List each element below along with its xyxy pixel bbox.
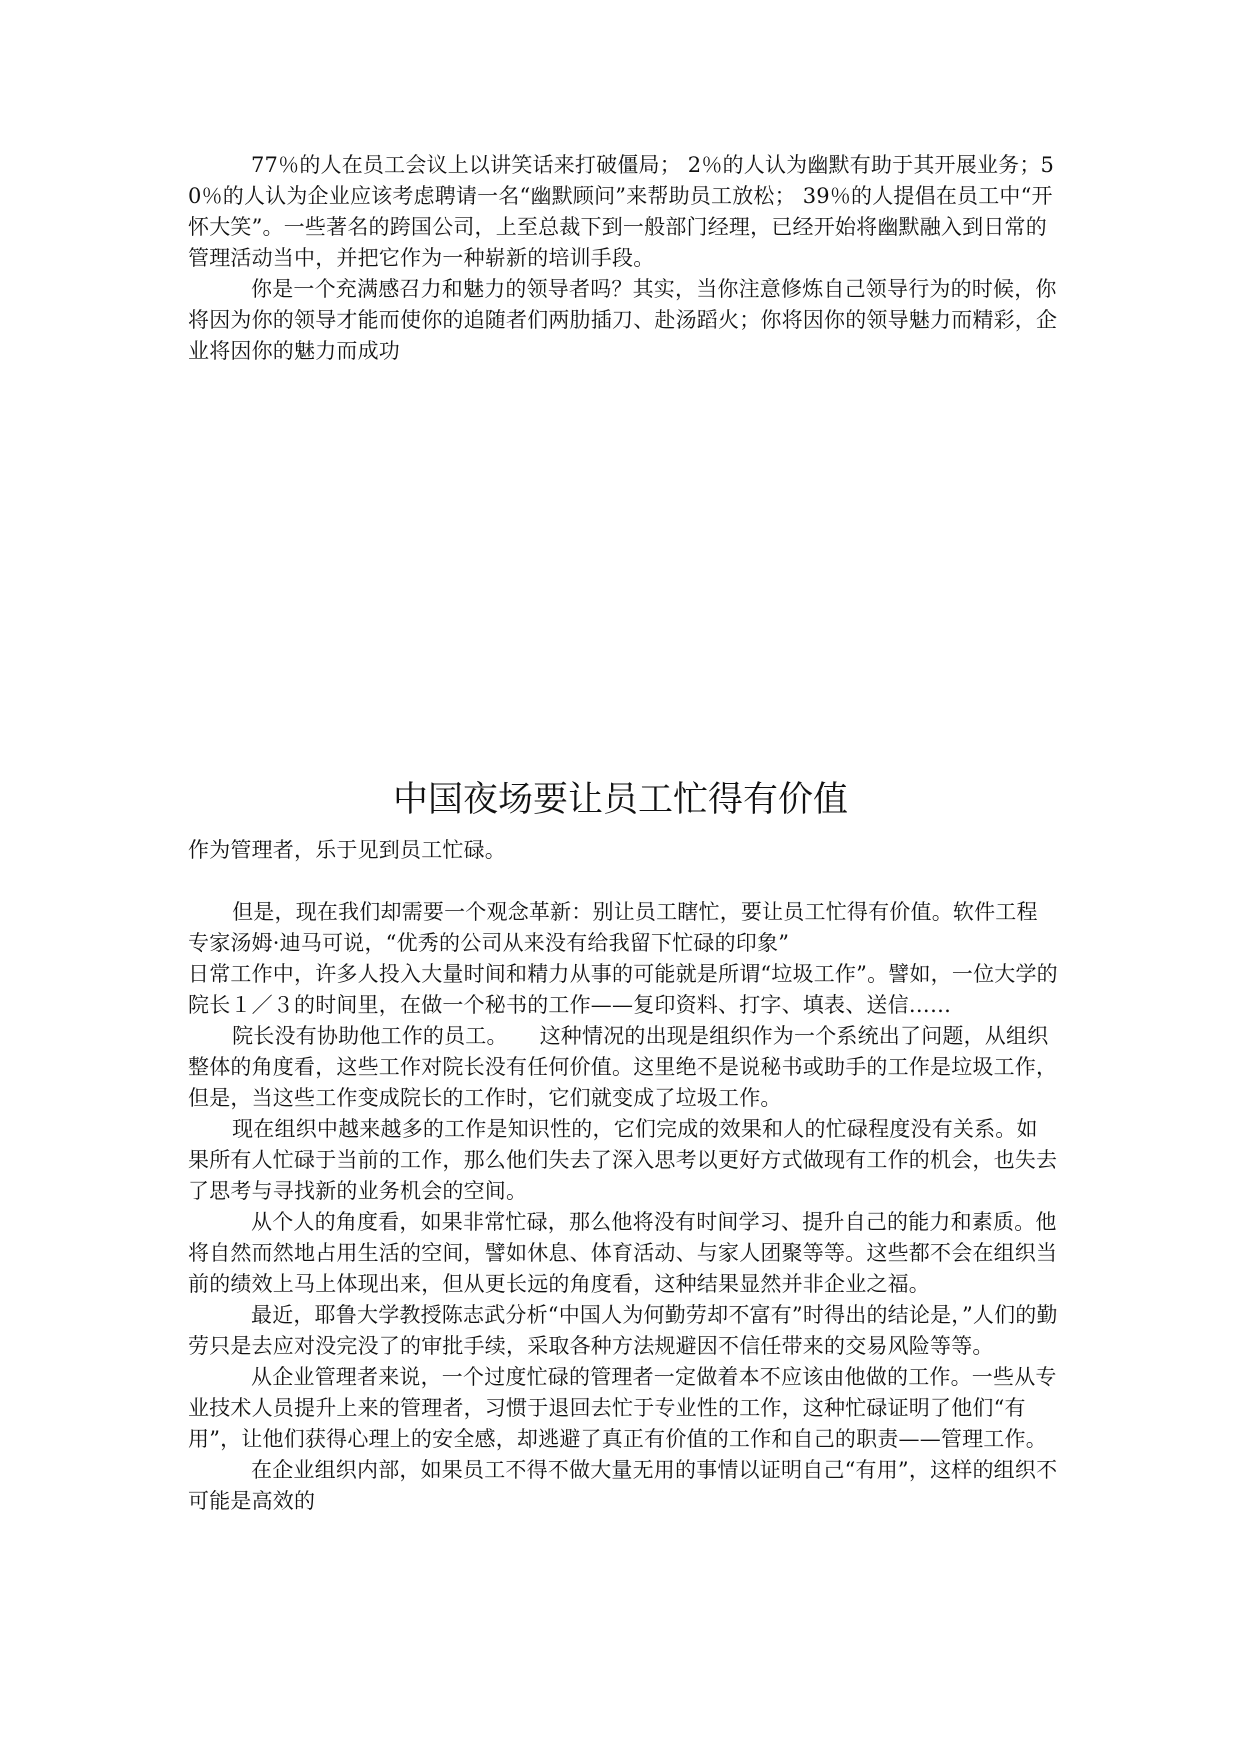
article-body	[188, 835, 1058, 1517]
article-lead: 作为管理者，乐于见到员工忙碌。	[188, 838, 506, 862]
paragraph-gap	[188, 866, 1058, 897]
article-title: 中国夜场要让员工忙得有价值	[392, 780, 848, 820]
article-paragraph-3: 院长没有协助他工作的员工。 这种情况的出现是组织作为一个系统出了问题，从组织整体的角度看，这些工作对院长没有任何价值。这里绝不是说秘书或助手的工作是垃圾工作，但是，当这些工作变成院长的工作时，它们就变成了垃圾工作。	[188, 1024, 1058, 1110]
intro-paragraph-statistics: 77％的人在员工会议上以讲笑话来打破僵局； 2％的人认为幽默有助于其开展业务；50％的人认为企业应该考虑聘请一名“幽默顾问”来帮助员工放松； 39％的人提倡在员工中“开怀大笑”。一些著名的跨国公司，上至总裁下到一般部门经理，已经开始将幽默融入到日常的管理活动当中，并把它作为一种崭新的培训手段。	[188, 153, 1055, 270]
intro-paragraph-leadership: 你是一个充满感召力和魅力的领导者吗？其实，当你注意修炼自己领导行为的时候，你将因为你的领导才能而使你的追随者们两肋插刀、赴汤蹈火；你将因你的领导魅力而精彩，企业将因你的魅力而成功	[188, 277, 1058, 363]
intro-section	[188, 150, 1058, 367]
article-paragraph-2: 日常工作中，许多人投入大量时间和精力从事的可能就是所谓“垃圾工作”。譬如，一位大学的院长１／３的时间里，在做一个秘书的工作——复印资料、打字、填表、送信……	[188, 962, 1058, 1017]
article-paragraph-4: 现在组织中越来越多的工作是知识性的，它们完成的效果和人的忙碌程度没有关系。如果所有人忙碌于当前的工作，那么他们失去了深入思考以更好方式做现有工作的机会，也失去了思考与寻找新的业务机会的空间。	[188, 1117, 1058, 1203]
article-paragraph-1: 但是，现在我们却需要一个观念革新：别让员工瞎忙，要让员工忙得有价值。软件工程专家汤姆·迪马可说，“优秀的公司从来没有给我留下忙碌的印象”	[188, 900, 1038, 955]
article-paragraph-7: 从企业管理者来说，一个过度忙碌的管理者一定做着本不应该由他做的工作。一些从专业技术人员提升上来的管理者，习惯于退回去忙于专业性的工作，这种忙碌证明了他们“有用”，让他们获得心理上的安全感，却逃避了真正有价值的工作和自己的职责——管理工作。	[188, 1365, 1057, 1451]
article-paragraph-6: 最近，耶鲁大学教授陈志武分析“中国人为何勤劳却不富有”时得出的结论是，”人们的勤劳只是去应对没完没了的审批手续，采取各种方法规避因不信任带来的交易风险等等。	[188, 1303, 1058, 1358]
article-paragraph-5: 从个人的角度看，如果非常忙碌，那么他将没有时间学习、提升自己的能力和素质。他将自然而然地占用生活的空间，譬如休息、体育活动、与家人团聚等等。这些都不会在组织当前的绩效上马上体现出来，但从更长远的角度看，这种结果显然并非企业之福。	[188, 1210, 1058, 1296]
article-paragraph-8: 在企业组织内部，如果员工不得不做大量无用的事情以证明自己“有用”，这样的组织不可能是高效的	[188, 1458, 1058, 1513]
